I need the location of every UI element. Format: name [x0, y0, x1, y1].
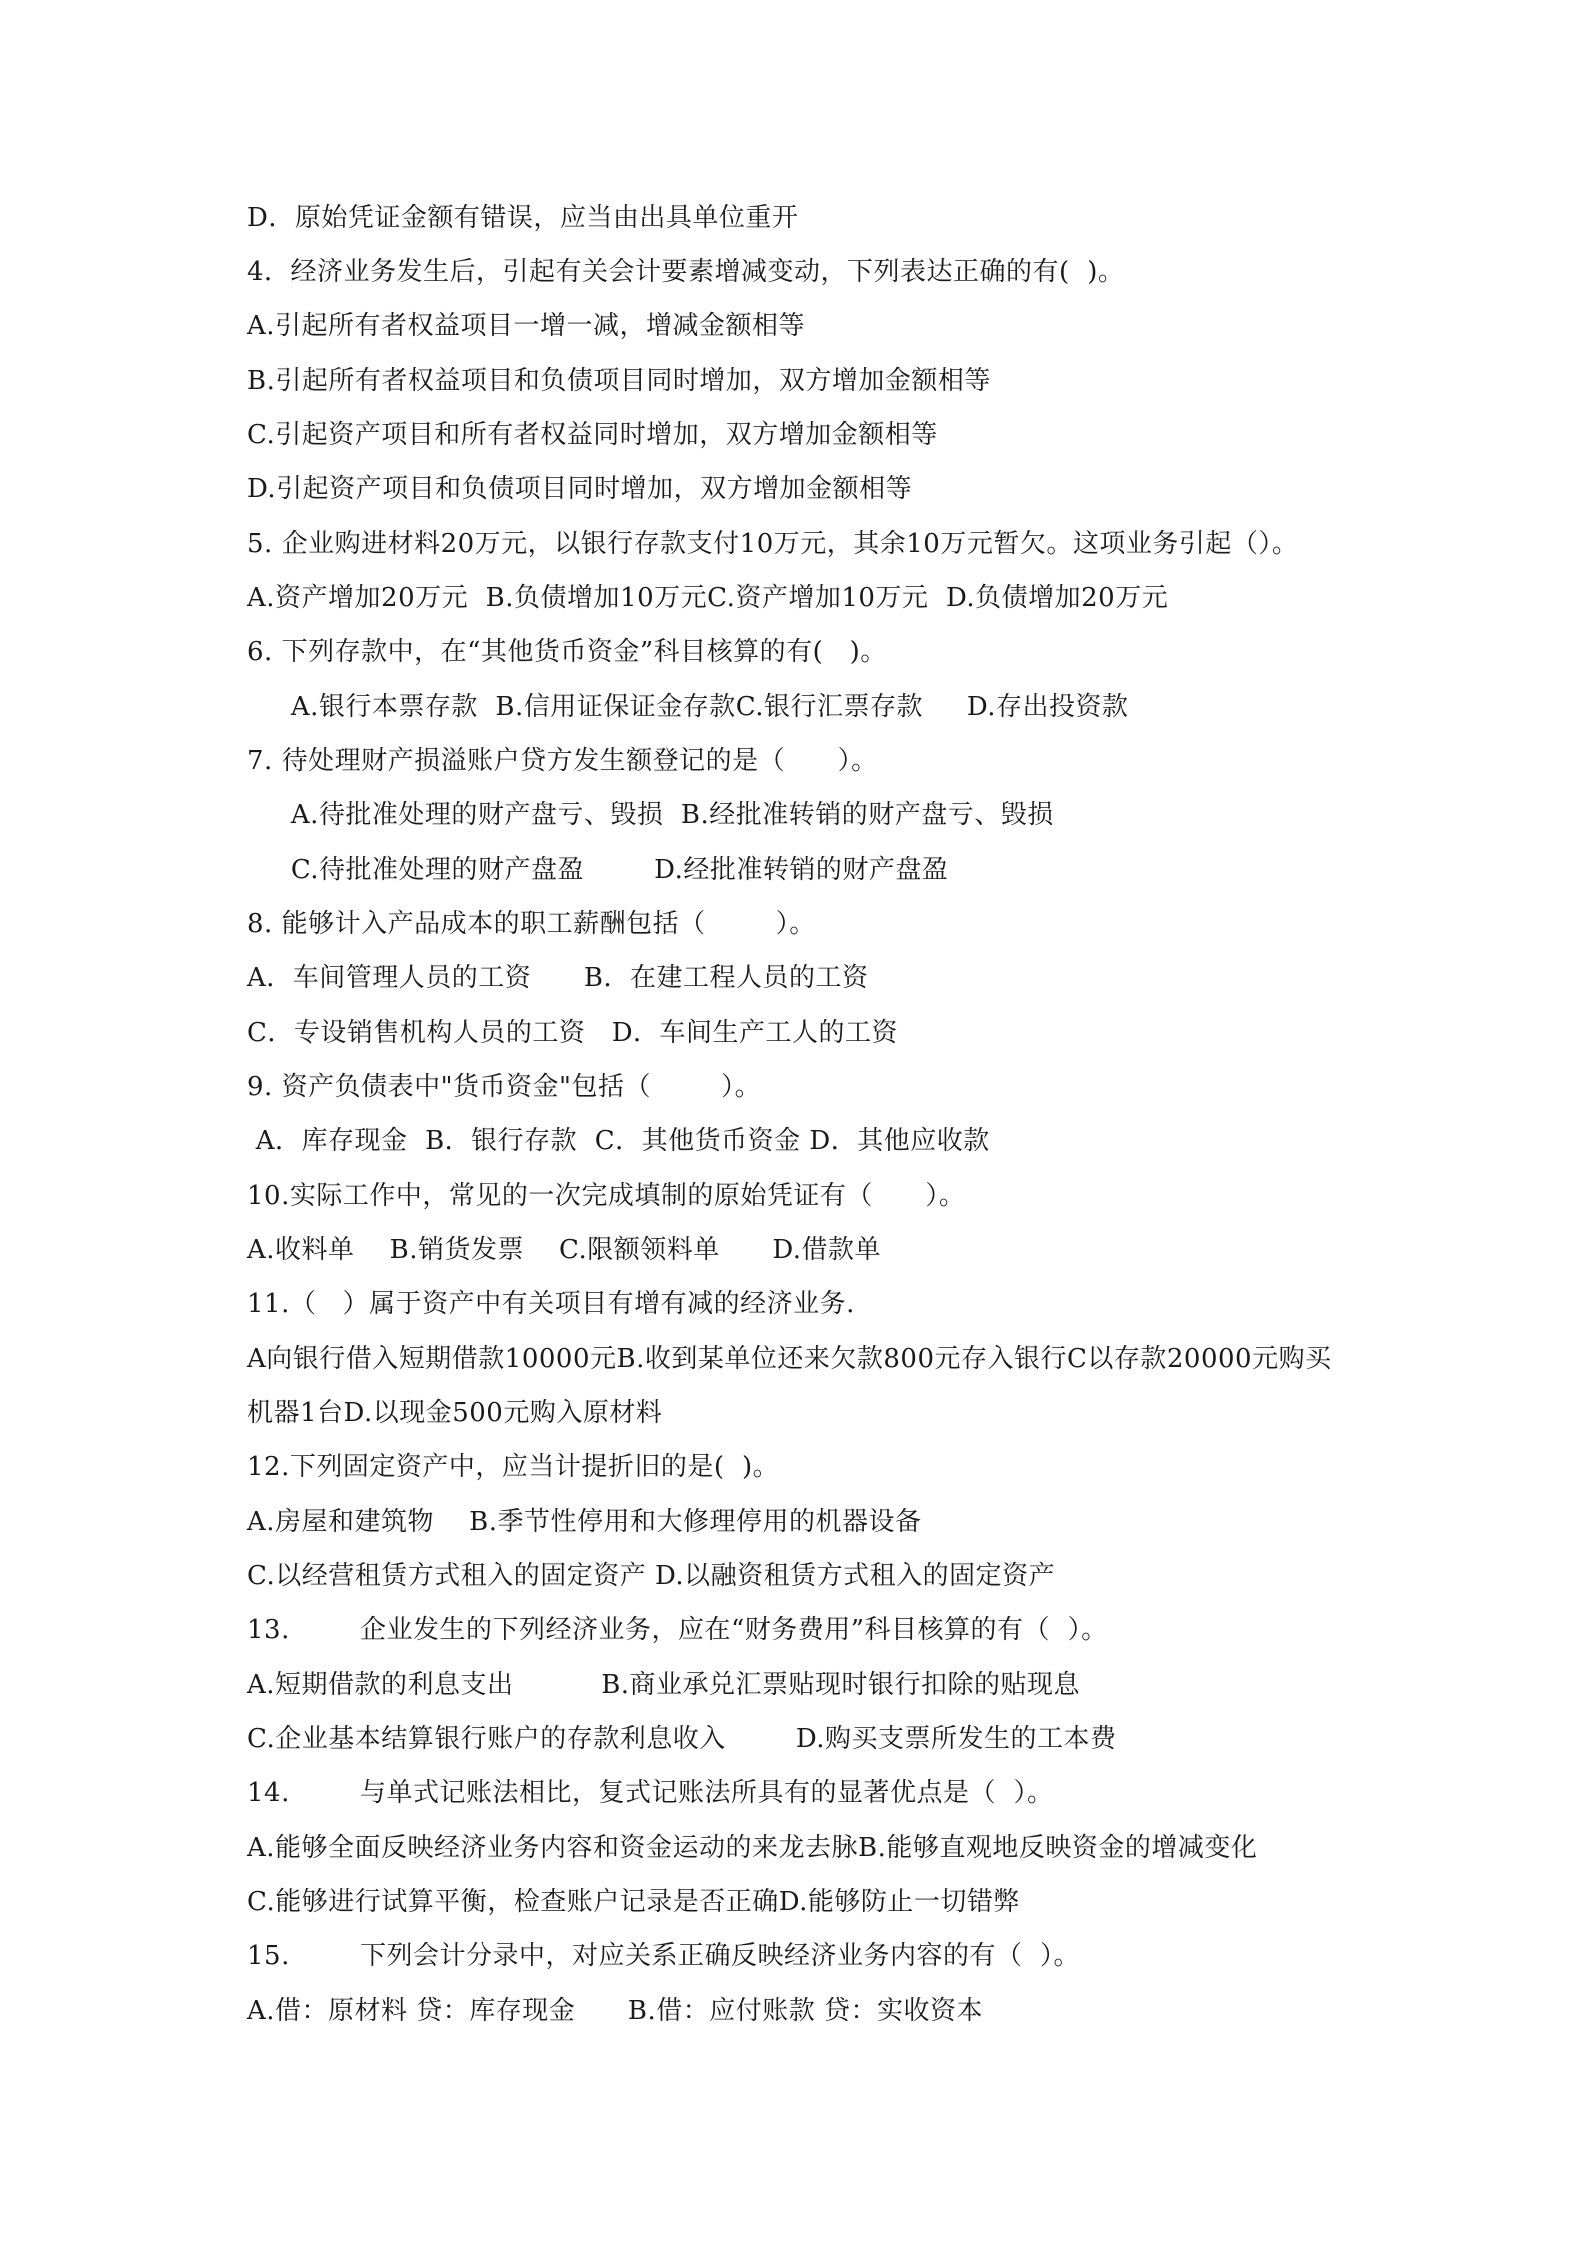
option-line: C.企业基本结算银行账户的存款利息收入 D.购买支票所发生的工本费: [247, 1724, 1117, 1754]
question-line: 7. 待处理财产损溢账户贷方发生额登记的是（ ）。: [247, 746, 878, 776]
option-line: 机器1台D.以现金500元购入原材料: [247, 1398, 663, 1428]
option-line: A．车间管理人员的工资 B．在建工程人员的工资: [247, 963, 869, 993]
option-line: D．原始凭证金额有错误，应当由出具单位重开: [247, 203, 799, 233]
question-line: 12.下列固定资产中，应当计提折旧的是( )。: [247, 1452, 780, 1482]
option-line: A.房屋和建筑物 B.季节性停用和大修理停用的机器设备: [247, 1507, 922, 1537]
option-line: A．库存现金 B．银行存款 C．其他货币资金 D．其他应收款: [247, 1126, 990, 1156]
question-line: 11.（ ）属于资产中有关项目有增有减的经济业务.: [247, 1289, 855, 1319]
option-line: C.以经营租赁方式租入的固定资产 D.以融资租赁方式租入的固定资产: [247, 1561, 1056, 1591]
option-line: A.引起所有者权益项目一增一减，增减金额相等: [247, 311, 806, 341]
option-line: D.引起资产项目和负债项目同时增加，双方增加金额相等: [247, 474, 913, 504]
option-line: A向银行借入短期借款10000元B.收到某单位还来欠款800元存入银行C以存款20000元购买: [247, 1344, 1332, 1374]
question-line: 10.实际工作中，常见的一次完成填制的原始凭证有（ ）。: [247, 1181, 966, 1211]
option-line: C.能够进行试算平衡，检查账户记录是否正确D.能够防止一切错弊: [247, 1887, 1020, 1917]
option-line: C.引起资产项目和所有者权益同时增加，双方增加金额相等: [247, 420, 938, 450]
question-line: 5. 企业购进材料20万元，以银行存款支付10万元，其余10万元暂欠。这项业务引起（）。: [247, 529, 1299, 559]
option-line: A.收料单 B.销货发票 C.限额领料单 D.借款单: [247, 1235, 882, 1265]
option-line: A.待批准处理的财产盘亏、毁损 B.经批准转销的财产盘亏、毁损: [247, 800, 1054, 830]
option-line: A.资产增加20万元 B.负债增加10万元C.资产增加10万元 D.负债增加20万元: [247, 583, 1169, 613]
question-line: 15. 下列会计分录中，对应关系正确反映经济业务内容的有（ ）。: [247, 1941, 1080, 1971]
question-line: 13. 企业发生的下列经济业务，应在“财务费用”科目核算的有（ ）。: [247, 1615, 1108, 1645]
option-line: A.能够全面反映经济业务内容和资金运动的来龙去脉B.能够直观地反映资金的增减变化: [247, 1833, 1258, 1863]
option-line: A.短期借款的利息支出 B.商业承兑汇票贴现时银行扣除的贴现息: [247, 1670, 1081, 1700]
question-line: 4．经济业务发生后，引起有关会计要素增减变动，下列表达正确的有( )。: [247, 257, 1125, 287]
option-line: A.借：原材料 贷：库存现金 B.借：应付账款 贷：实收资本: [247, 1996, 984, 2026]
option-line: B.引起所有者权益项目和负债项目同时增加，双方增加金额相等: [247, 366, 991, 396]
question-line: 6. 下列存款中，在“其他货币资金”科目核算的有( )。: [247, 637, 887, 667]
question-line: 9. 资产负债表中"货币资金"包括（ ）。: [247, 1072, 762, 1102]
option-line: C．专设销售机构人员的工资 D．车间生产工人的工资: [247, 1018, 899, 1048]
question-line: 8. 能够计入产品成本的职工薪酬包括（ ）。: [247, 909, 816, 939]
option-line: A.银行本票存款 B.信用证保证金存款C.银行汇票存款 D.存出投资款: [247, 692, 1129, 722]
option-line: C.待批准处理的财产盘盈 D.经批准转销的财产盘盈: [247, 855, 949, 885]
question-line: 14. 与单式记账法相比，复式记账法所具有的显著优点是（ ）。: [247, 1778, 1054, 1808]
